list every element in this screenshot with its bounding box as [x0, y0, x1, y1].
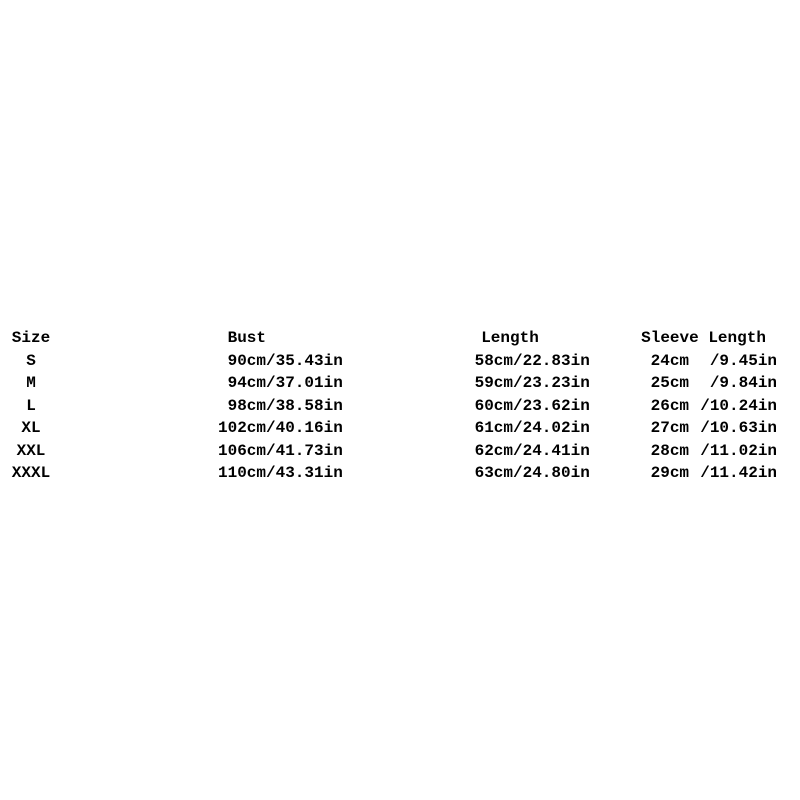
sleeve-in-cell: /10.24in: [700, 396, 778, 415]
table-row: [0, 417, 800, 440]
header-spacer: [777, 327, 800, 350]
length-cm-cell: 61cm: [474, 419, 513, 437]
bust-in-cell: /41.73in: [266, 441, 343, 460]
size-chart-table: [0, 327, 800, 485]
length-cm-cell: 62cm: [474, 441, 513, 460]
header-spacer: [266, 327, 390, 350]
bust-cm-cell: 110cm: [217, 464, 266, 482]
bust-in-cell: /37.01in: [266, 374, 343, 392]
size-cell: S: [26, 351, 36, 370]
bust-cm-cell: 102cm: [217, 419, 266, 437]
table-row: [0, 440, 800, 463]
sleeve-cm-cell: 26cm: [650, 396, 690, 415]
sleeve-cm-cell: 25cm: [650, 374, 690, 392]
size-cell: L: [26, 396, 36, 415]
size-cell: XL: [21, 419, 41, 437]
length-cm-cell: 58cm: [474, 351, 513, 370]
sleeve-cm-cell: 24cm: [650, 351, 690, 370]
table-row: [0, 395, 800, 418]
bust-cm-cell: 98cm: [227, 396, 266, 415]
length-in-cell: /24.41in: [513, 441, 590, 460]
sleeve-cm-cell: 28cm: [650, 441, 690, 460]
header-size: Size: [11, 329, 51, 347]
bust-in-cell: /35.43in: [266, 351, 343, 370]
size-cell: M: [26, 374, 36, 392]
header-row: [0, 327, 800, 350]
length-cm-cell: 60cm: [474, 396, 513, 415]
sleeve-in-cell: /11.02in: [700, 441, 778, 460]
sleeve-in-cell: /10.63in: [700, 419, 778, 437]
length-in-cell: /23.62in: [513, 396, 590, 415]
size-cell: XXL: [16, 441, 46, 460]
bust-in-cell: /40.16in: [266, 419, 343, 437]
bust-cm-cell: 94cm: [227, 374, 266, 392]
sleeve-in-cell: /9.45in: [709, 351, 778, 370]
length-in-cell: /22.83in: [513, 351, 590, 370]
header-bust: Bust: [227, 329, 266, 347]
sleeve-in-cell: /9.84in: [709, 374, 778, 392]
length-in-cell: /24.02in: [513, 419, 590, 437]
table-row: [0, 350, 800, 373]
sleeve-cm-cell: 29cm: [650, 464, 690, 482]
size-chart-table-container: [0, 327, 800, 482]
length-cm-cell: 59cm: [474, 374, 513, 392]
bust-cm-cell: 106cm: [217, 441, 266, 460]
length-in-cell: /24.80in: [513, 464, 590, 482]
size-cell: XXXL: [11, 464, 51, 482]
sleeve-in-cell: /11.42in: [700, 464, 778, 482]
table-row: [0, 372, 800, 395]
header-length: Length: [481, 329, 539, 347]
table-row-clipped: [0, 462, 800, 485]
length-in-cell: /23.23in: [513, 374, 590, 392]
sleeve-cm-cell: 27cm: [650, 419, 690, 437]
bust-cm-cell: 90cm: [227, 351, 266, 370]
bust-in-cell: /38.58in: [266, 396, 343, 415]
header-sleeve-length: Sleeve Length: [641, 329, 766, 347]
bust-in-cell: /43.31in: [266, 464, 343, 482]
length-cm-cell: 63cm: [474, 464, 513, 482]
